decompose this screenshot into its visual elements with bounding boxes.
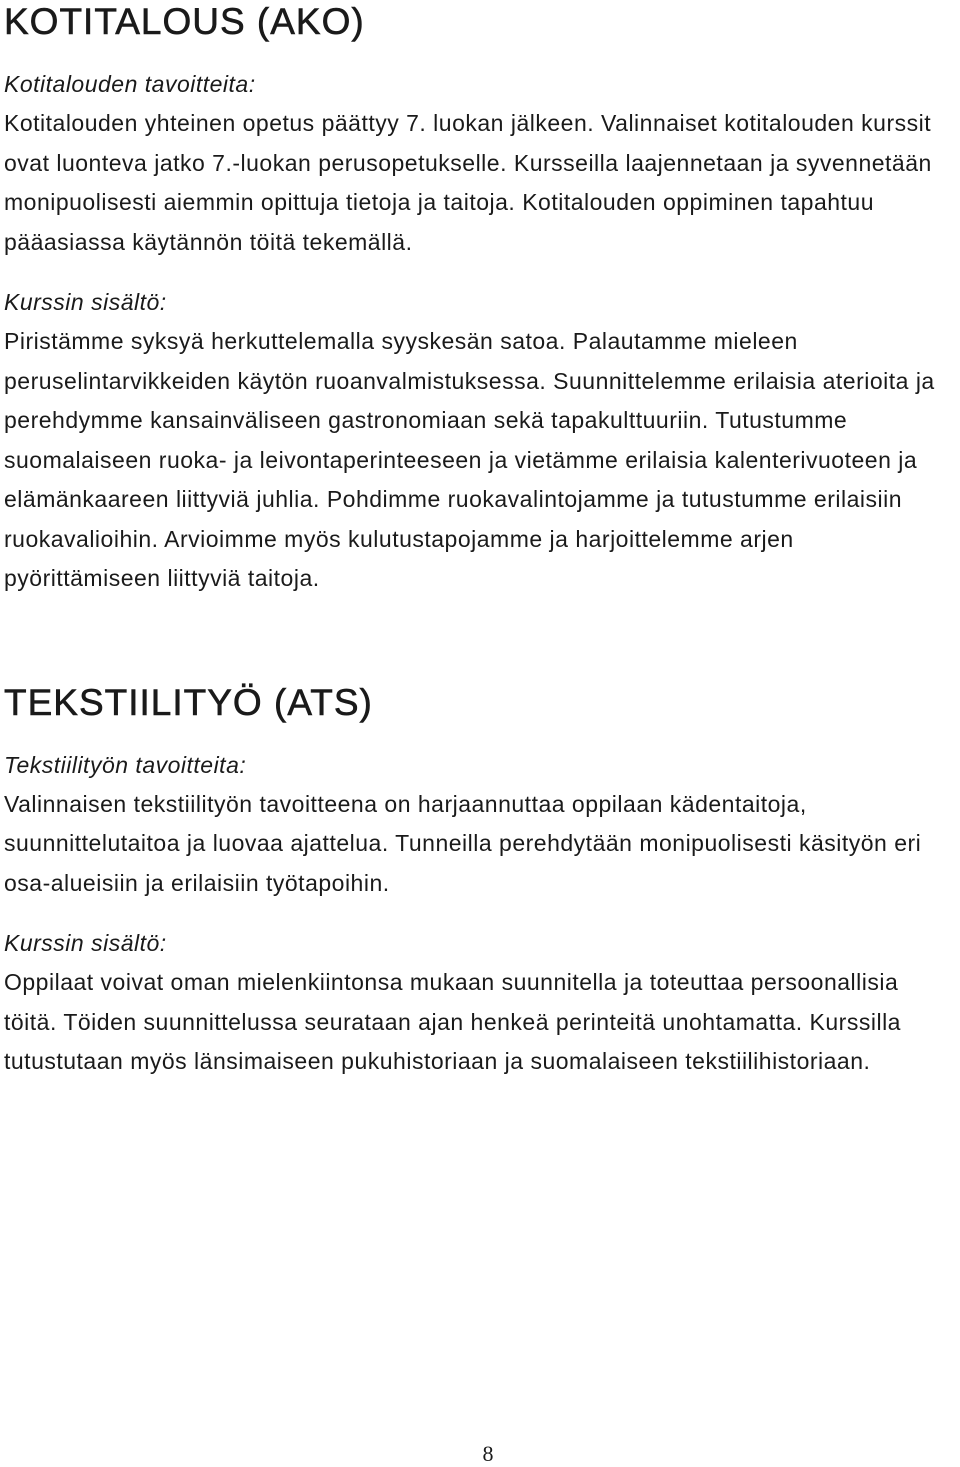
section-tekstiilityo xyxy=(4,681,956,1083)
content-text-kotitalous: Piristämme syksyä herkuttelemalla syyskesän satoa. Palautamme mieleen peruselintarvikkeiden käytön ruoanvalmistuksessa. Suunnittelemme erilaisia aterioita ja perehdymme kansainväliseen gastronomiaan sekä tapakulttuuriin. Tutustumme suomalaiseen ruoka- ja leivontaperinteeseen ja vietämme erilaisia kalenterivuoteen ja elämänkaareen liittyviä juhlia. Pohdimme ruokavalintojamme ja tutustumme erilaisiin ruokavalioihin. Arvioimme myös kulutustapojamme ja harjoittelemme arjen pyörittämiseen liittyviä taitoja. xyxy=(4,328,935,591)
content-text-tekstiilityo: Oppilaat voivat oman mielenkiintonsa mukaan suunnitella ja toteuttaa persoonallisia töitä. Töiden suunnittelussa seurataan ajan henkeä perinteitä unohtamatta. Kurssilla tutustutaan myös länsimaiseen pukuhistoriaan ja suomalaiseen tekstiilihistoriaan. xyxy=(4,969,901,1075)
goals-heading-kotitalous: Kotitalouden tavoitteita: xyxy=(4,71,256,97)
content-heading-tekstiilityo: Kurssin sisältö: xyxy=(4,930,167,957)
content-heading-kotitalous: Kurssin sisältö: xyxy=(4,289,167,315)
spacer xyxy=(4,599,956,681)
goals-heading-tekstiilityo: Tekstiilityön tavoitteita: xyxy=(4,751,247,778)
spacer xyxy=(4,903,956,923)
document-page xyxy=(4,0,956,1082)
spacer xyxy=(4,725,956,745)
section-title-tekstiilityo: TEKSTIILITYÖ (ATS) xyxy=(4,681,373,723)
page-number: 8 xyxy=(482,1441,494,1466)
goals-text-tekstiilityo: Valinnaisen tekstiilityön tavoitteena on harjaannuttaa oppilaan kädentaitoja, suunnittelutaitoa ja luovaa ajattelua. Tunneilla perehdytään monipuolisesti käsityön eri osa-alueisiin ja erilaisiin työtapoihin. xyxy=(4,790,922,896)
section-kotitalous xyxy=(4,0,956,599)
section-title-kotitalous: KOTITALOUS (AKO) xyxy=(4,1,365,42)
spacer xyxy=(4,262,956,282)
goals-text-kotitalous: Kotitalouden yhteinen opetus päättyy 7. luokan jälkeen. Valinnaiset kotitalouden kurssit ovat luonteva jatko 7.-luokan perusopetukselle. Kursseilla laajennetaan ja syvennetään monipuolisesti aiemmin opittuja tietoja ja taitoja. Kotitalouden oppiminen tapahtuu pääasiassa käytännön töitä tekemällä. xyxy=(4,110,932,255)
spacer xyxy=(4,44,956,64)
